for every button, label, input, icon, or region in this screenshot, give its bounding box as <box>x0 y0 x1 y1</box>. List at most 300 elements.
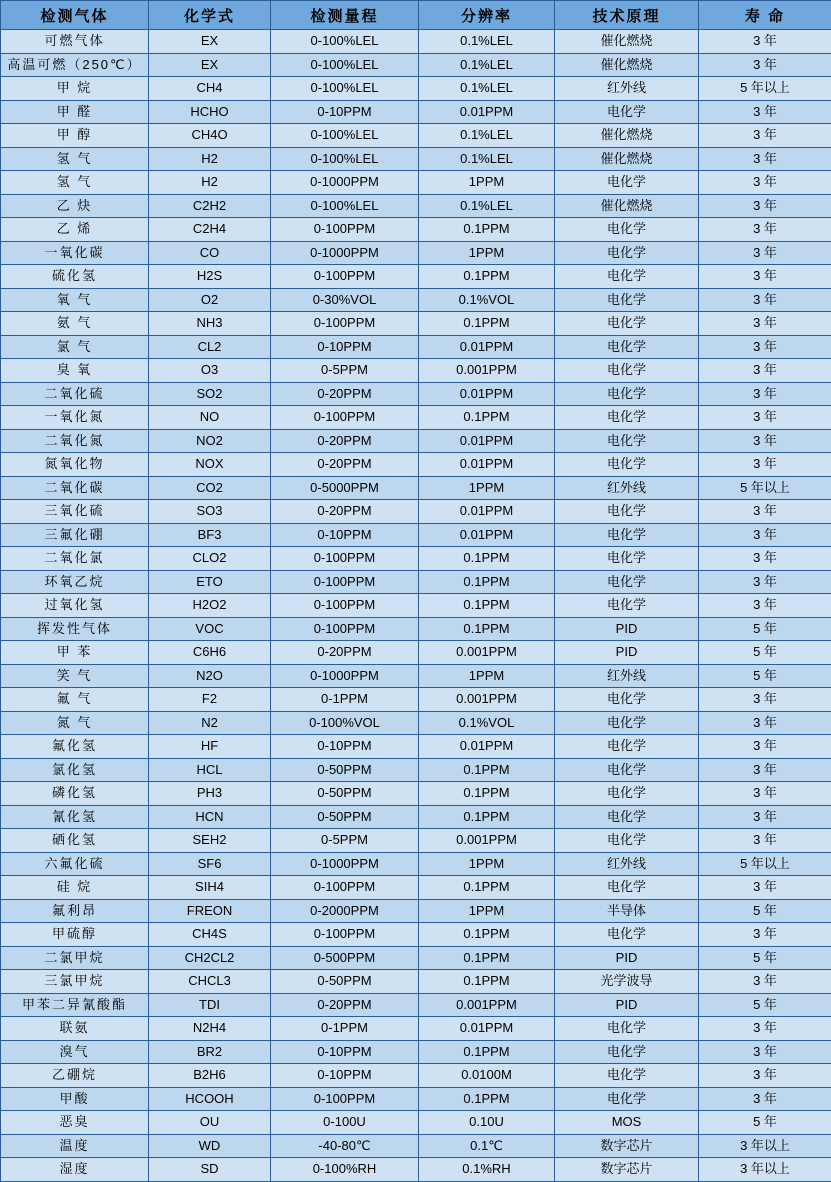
cell-lifetime: 3 年 <box>699 1040 831 1064</box>
table-row <box>1 782 831 806</box>
cell-principle: 数字芯片 <box>555 1134 699 1158</box>
cell-formula: HF <box>149 735 271 759</box>
cell-principle: PID <box>555 617 699 641</box>
cell-lifetime: 3 年 <box>699 359 831 383</box>
cell-gas: 三氧化硫 <box>1 500 149 524</box>
table-row <box>1 1087 831 1111</box>
table-row <box>1 382 831 406</box>
table-row <box>1 641 831 665</box>
cell-range: 0-100PPM <box>271 1087 419 1111</box>
cell-formula: C2H2 <box>149 194 271 218</box>
table-row <box>1 476 831 500</box>
cell-resolution: 0.1PPM <box>419 805 555 829</box>
cell-lifetime: 5 年以上 <box>699 77 831 101</box>
cell-formula: NO <box>149 406 271 430</box>
cell-lifetime: 3 年 <box>699 594 831 618</box>
cell-formula: CO <box>149 241 271 265</box>
cell-principle: 电化学 <box>555 335 699 359</box>
cell-resolution: 0.1PPM <box>419 218 555 242</box>
cell-lifetime: 3 年 <box>699 829 831 853</box>
column-header-gas: 检测气体 <box>1 1 149 30</box>
table-row <box>1 218 831 242</box>
cell-lifetime: 3 年 <box>699 241 831 265</box>
cell-resolution: 0.1PPM <box>419 758 555 782</box>
cell-gas: 甲硫醇 <box>1 923 149 947</box>
cell-gas: 二氧化氯 <box>1 547 149 571</box>
cell-gas: 硫化氢 <box>1 265 149 289</box>
cell-formula: CL2 <box>149 335 271 359</box>
cell-resolution: 0.01PPM <box>419 523 555 547</box>
cell-principle: 电化学 <box>555 688 699 712</box>
cell-gas: 氨 气 <box>1 312 149 336</box>
cell-formula: O3 <box>149 359 271 383</box>
cell-gas: 氮 气 <box>1 711 149 735</box>
cell-resolution: 0.1%RH <box>419 1158 555 1182</box>
cell-lifetime: 5 年 <box>699 664 831 688</box>
cell-range: 0-100%LEL <box>271 194 419 218</box>
table-row <box>1 711 831 735</box>
cell-principle: 电化学 <box>555 171 699 195</box>
cell-lifetime: 3 年 <box>699 429 831 453</box>
cell-gas: 甲 苯 <box>1 641 149 665</box>
cell-range: 0-20PPM <box>271 453 419 477</box>
cell-resolution: 0.1PPM <box>419 923 555 947</box>
cell-range: 0-1000PPM <box>271 664 419 688</box>
cell-gas: 溴气 <box>1 1040 149 1064</box>
cell-range: 0-50PPM <box>271 782 419 806</box>
cell-lifetime: 3 年 <box>699 288 831 312</box>
cell-formula: C6H6 <box>149 641 271 665</box>
cell-formula: H2 <box>149 171 271 195</box>
cell-range: 0-20PPM <box>271 429 419 453</box>
cell-gas: 臭 氧 <box>1 359 149 383</box>
cell-principle: 催化燃烧 <box>555 194 699 218</box>
cell-principle: 电化学 <box>555 1087 699 1111</box>
cell-formula: SIH4 <box>149 876 271 900</box>
table-row <box>1 664 831 688</box>
cell-resolution: 0.01PPM <box>419 429 555 453</box>
cell-gas: 可燃气体 <box>1 30 149 54</box>
cell-resolution: 0.1PPM <box>419 617 555 641</box>
cell-range: 0-100PPM <box>271 876 419 900</box>
cell-principle: 电化学 <box>555 782 699 806</box>
cell-gas: 氟利昂 <box>1 899 149 923</box>
table-row <box>1 876 831 900</box>
table-row <box>1 406 831 430</box>
cell-formula: CH2CL2 <box>149 946 271 970</box>
cell-resolution: 0.1%LEL <box>419 53 555 77</box>
table-row <box>1 53 831 77</box>
cell-range: 0-50PPM <box>271 970 419 994</box>
cell-range: 0-20PPM <box>271 993 419 1017</box>
cell-lifetime: 3 年 <box>699 453 831 477</box>
cell-principle: 电化学 <box>555 406 699 430</box>
cell-resolution: 0.01PPM <box>419 735 555 759</box>
column-header-principle: 技术原理 <box>555 1 699 30</box>
table-row <box>1 1017 831 1041</box>
cell-lifetime: 5 年以上 <box>699 476 831 500</box>
cell-lifetime: 3 年 <box>699 758 831 782</box>
table-header-row <box>1 1 831 30</box>
table-row <box>1 30 831 54</box>
cell-range: 0-100%LEL <box>271 30 419 54</box>
table-row <box>1 617 831 641</box>
cell-formula: N2O <box>149 664 271 688</box>
table-row <box>1 1064 831 1088</box>
cell-gas: 甲苯二异氰酸酯 <box>1 993 149 1017</box>
table-row <box>1 288 831 312</box>
cell-formula: CH4 <box>149 77 271 101</box>
cell-principle: PID <box>555 993 699 1017</box>
cell-resolution: 0.1%LEL <box>419 194 555 218</box>
cell-range: 0-2000PPM <box>271 899 419 923</box>
cell-resolution: 0.001PPM <box>419 829 555 853</box>
cell-gas: 过氧化氢 <box>1 594 149 618</box>
cell-gas: 三氯甲烷 <box>1 970 149 994</box>
cell-principle: 电化学 <box>555 547 699 571</box>
cell-range: 0-100PPM <box>271 406 419 430</box>
cell-resolution: 0.01PPM <box>419 453 555 477</box>
cell-range: -40-80℃ <box>271 1134 419 1158</box>
cell-gas: 硅 烷 <box>1 876 149 900</box>
cell-principle: 催化燃烧 <box>555 30 699 54</box>
cell-formula: F2 <box>149 688 271 712</box>
cell-formula: C2H4 <box>149 218 271 242</box>
cell-resolution: 0.1%VOL <box>419 288 555 312</box>
cell-range: 0-100%LEL <box>271 124 419 148</box>
cell-resolution: 1PPM <box>419 852 555 876</box>
cell-gas: 硒化氢 <box>1 829 149 853</box>
cell-formula: OU <box>149 1111 271 1135</box>
cell-lifetime: 3 年 <box>699 147 831 171</box>
cell-range: 0-100PPM <box>271 547 419 571</box>
cell-resolution: 0.1PPM <box>419 312 555 336</box>
cell-principle: 电化学 <box>555 359 699 383</box>
cell-formula: TDI <box>149 993 271 1017</box>
cell-lifetime: 3 年 <box>699 312 831 336</box>
cell-range: 0-100PPM <box>271 570 419 594</box>
cell-resolution: 0.1PPM <box>419 570 555 594</box>
cell-range: 0-10PPM <box>271 523 419 547</box>
cell-gas: 氯化氢 <box>1 758 149 782</box>
cell-lifetime: 5 年 <box>699 641 831 665</box>
table-row <box>1 829 831 853</box>
table-row <box>1 194 831 218</box>
cell-lifetime: 3 年 <box>699 218 831 242</box>
cell-resolution: 0.10U <box>419 1111 555 1135</box>
cell-principle: 电化学 <box>555 382 699 406</box>
cell-gas: 六氟化硫 <box>1 852 149 876</box>
cell-formula: CLO2 <box>149 547 271 571</box>
cell-range: 0-10PPM <box>271 1040 419 1064</box>
cell-formula: H2O2 <box>149 594 271 618</box>
table-row <box>1 899 831 923</box>
table-row <box>1 523 831 547</box>
cell-principle: 电化学 <box>555 758 699 782</box>
cell-gas: 乙硼烷 <box>1 1064 149 1088</box>
cell-range: 0-20PPM <box>271 382 419 406</box>
cell-resolution: 0.1PPM <box>419 594 555 618</box>
cell-range: 0-1000PPM <box>271 852 419 876</box>
cell-range: 0-100%VOL <box>271 711 419 735</box>
table-row <box>1 547 831 571</box>
cell-resolution: 0.1PPM <box>419 970 555 994</box>
cell-formula: HCL <box>149 758 271 782</box>
cell-formula: VOC <box>149 617 271 641</box>
cell-formula: CHCL3 <box>149 970 271 994</box>
cell-resolution: 0.1PPM <box>419 1087 555 1111</box>
cell-lifetime: 5 年以上 <box>699 852 831 876</box>
cell-range: 0-100PPM <box>271 617 419 641</box>
cell-lifetime: 3 年 <box>699 523 831 547</box>
cell-formula: FREON <box>149 899 271 923</box>
cell-range: 0-100PPM <box>271 265 419 289</box>
cell-formula: HCOOH <box>149 1087 271 1111</box>
table-row <box>1 359 831 383</box>
cell-principle: 红外线 <box>555 77 699 101</box>
cell-resolution: 0.01PPM <box>419 382 555 406</box>
cell-range: 0-5PPM <box>271 829 419 853</box>
cell-gas: 乙 炔 <box>1 194 149 218</box>
cell-resolution: 0.01PPM <box>419 100 555 124</box>
table-header <box>1 1 831 30</box>
cell-lifetime: 3 年 <box>699 124 831 148</box>
table-row <box>1 993 831 1017</box>
cell-range: 0-100%RH <box>271 1158 419 1182</box>
cell-lifetime: 3 年 <box>699 805 831 829</box>
cell-lifetime: 5 年 <box>699 993 831 1017</box>
cell-range: 0-50PPM <box>271 805 419 829</box>
cell-principle: 电化学 <box>555 594 699 618</box>
cell-formula: CH4S <box>149 923 271 947</box>
cell-range: 0-1000PPM <box>271 241 419 265</box>
cell-lifetime: 3 年 <box>699 688 831 712</box>
cell-formula: CO2 <box>149 476 271 500</box>
table-row <box>1 688 831 712</box>
cell-principle: 电化学 <box>555 523 699 547</box>
cell-formula: NOX <box>149 453 271 477</box>
cell-principle: MOS <box>555 1111 699 1135</box>
cell-principle: 电化学 <box>555 312 699 336</box>
table-row <box>1 171 831 195</box>
table-body <box>1 30 831 1182</box>
cell-formula: N2 <box>149 711 271 735</box>
cell-range: 0-5000PPM <box>271 476 419 500</box>
cell-lifetime: 3 年 <box>699 53 831 77</box>
table-row <box>1 758 831 782</box>
cell-gas: 氟化氢 <box>1 735 149 759</box>
cell-principle: 电化学 <box>555 805 699 829</box>
table-row <box>1 312 831 336</box>
cell-principle: 电化学 <box>555 500 699 524</box>
cell-principle: 电化学 <box>555 735 699 759</box>
cell-formula: N2H4 <box>149 1017 271 1041</box>
cell-range: 0-100U <box>271 1111 419 1135</box>
cell-resolution: 0.1PPM <box>419 265 555 289</box>
table-row <box>1 923 831 947</box>
cell-resolution: 0.1PPM <box>419 876 555 900</box>
cell-gas: 笑 气 <box>1 664 149 688</box>
cell-formula: H2 <box>149 147 271 171</box>
cell-lifetime: 3 年 <box>699 100 831 124</box>
cell-resolution: 0.01PPM <box>419 1017 555 1041</box>
cell-lifetime: 3 年 <box>699 171 831 195</box>
cell-resolution: 1PPM <box>419 171 555 195</box>
table-row <box>1 147 831 171</box>
cell-principle: 电化学 <box>555 453 699 477</box>
cell-gas: 甲 醇 <box>1 124 149 148</box>
cell-formula: SF6 <box>149 852 271 876</box>
column-header-lifetime: 寿 命 <box>699 1 831 30</box>
cell-principle: 电化学 <box>555 829 699 853</box>
table-row <box>1 1040 831 1064</box>
cell-formula: HCN <box>149 805 271 829</box>
cell-range: 0-50PPM <box>271 758 419 782</box>
cell-gas: 温度 <box>1 1134 149 1158</box>
cell-formula: WD <box>149 1134 271 1158</box>
cell-lifetime: 3 年以上 <box>699 1134 831 1158</box>
cell-gas: 环氧乙烷 <box>1 570 149 594</box>
cell-resolution: 0.1%LEL <box>419 124 555 148</box>
table-row <box>1 241 831 265</box>
cell-gas: 一氧化氮 <box>1 406 149 430</box>
table-row <box>1 735 831 759</box>
table-row <box>1 970 831 994</box>
cell-resolution: 0.1PPM <box>419 946 555 970</box>
table-row <box>1 1158 831 1182</box>
cell-formula: CH4O <box>149 124 271 148</box>
cell-resolution: 0.001PPM <box>419 688 555 712</box>
cell-resolution: 0.1℃ <box>419 1134 555 1158</box>
cell-formula: O2 <box>149 288 271 312</box>
cell-gas: 湿度 <box>1 1158 149 1182</box>
table-row <box>1 1134 831 1158</box>
table-row <box>1 265 831 289</box>
cell-lifetime: 3 年 <box>699 382 831 406</box>
cell-lifetime: 3 年 <box>699 570 831 594</box>
column-header-range: 检测量程 <box>271 1 419 30</box>
cell-gas: 氢 气 <box>1 147 149 171</box>
cell-gas: 乙 烯 <box>1 218 149 242</box>
cell-lifetime: 3 年 <box>699 1087 831 1111</box>
cell-range: 0-10PPM <box>271 1064 419 1088</box>
cell-resolution: 0.1PPM <box>419 782 555 806</box>
cell-principle: 数字芯片 <box>555 1158 699 1182</box>
cell-lifetime: 5 年 <box>699 899 831 923</box>
cell-range: 0-20PPM <box>271 500 419 524</box>
cell-lifetime: 5 年 <box>699 1111 831 1135</box>
cell-range: 0-10PPM <box>271 100 419 124</box>
cell-range: 0-5PPM <box>271 359 419 383</box>
cell-range: 0-10PPM <box>271 735 419 759</box>
table-row <box>1 570 831 594</box>
cell-principle: 催化燃烧 <box>555 53 699 77</box>
cell-gas: 二氧化碳 <box>1 476 149 500</box>
cell-principle: 半导体 <box>555 899 699 923</box>
cell-principle: 红外线 <box>555 476 699 500</box>
cell-gas: 三氟化硼 <box>1 523 149 547</box>
cell-resolution: 0.1PPM <box>419 1040 555 1064</box>
cell-range: 0-100PPM <box>271 218 419 242</box>
cell-gas: 磷化氢 <box>1 782 149 806</box>
cell-lifetime: 3 年 <box>699 970 831 994</box>
cell-principle: 催化燃烧 <box>555 147 699 171</box>
cell-principle: 电化学 <box>555 288 699 312</box>
cell-range: 0-1PPM <box>271 688 419 712</box>
cell-resolution: 1PPM <box>419 476 555 500</box>
cell-principle: 电化学 <box>555 241 699 265</box>
cell-principle: 电化学 <box>555 429 699 453</box>
cell-gas: 二氧化氮 <box>1 429 149 453</box>
table-row <box>1 946 831 970</box>
cell-gas: 氢 气 <box>1 171 149 195</box>
cell-principle: 电化学 <box>555 570 699 594</box>
cell-gas: 甲 烷 <box>1 77 149 101</box>
cell-resolution: 1PPM <box>419 899 555 923</box>
cell-lifetime: 3 年以上 <box>699 1158 831 1182</box>
cell-resolution: 0.001PPM <box>419 359 555 383</box>
cell-lifetime: 3 年 <box>699 335 831 359</box>
table-row <box>1 594 831 618</box>
cell-lifetime: 5 年 <box>699 617 831 641</box>
cell-lifetime: 3 年 <box>699 500 831 524</box>
cell-principle: 电化学 <box>555 876 699 900</box>
table-row <box>1 77 831 101</box>
cell-principle: 电化学 <box>555 923 699 947</box>
cell-gas: 甲 醛 <box>1 100 149 124</box>
cell-gas: 氮氧化物 <box>1 453 149 477</box>
cell-resolution: 0.1PPM <box>419 547 555 571</box>
cell-resolution: 0.1%VOL <box>419 711 555 735</box>
cell-lifetime: 5 年 <box>699 946 831 970</box>
cell-range: 0-100PPM <box>271 594 419 618</box>
cell-lifetime: 3 年 <box>699 782 831 806</box>
cell-principle: PID <box>555 946 699 970</box>
column-header-resolution: 分辨率 <box>419 1 555 30</box>
cell-gas: 氧 气 <box>1 288 149 312</box>
cell-resolution: 0.1%LEL <box>419 147 555 171</box>
cell-lifetime: 3 年 <box>699 1064 831 1088</box>
cell-range: 0-100%LEL <box>271 77 419 101</box>
cell-range: 0-10PPM <box>271 335 419 359</box>
cell-lifetime: 3 年 <box>699 194 831 218</box>
cell-formula: EX <box>149 53 271 77</box>
cell-lifetime: 3 年 <box>699 735 831 759</box>
cell-range: 0-100PPM <box>271 923 419 947</box>
cell-principle: 红外线 <box>555 664 699 688</box>
cell-principle: 电化学 <box>555 711 699 735</box>
cell-formula: SO3 <box>149 500 271 524</box>
table-row <box>1 335 831 359</box>
table-row <box>1 805 831 829</box>
cell-principle: 红外线 <box>555 852 699 876</box>
cell-formula: SO2 <box>149 382 271 406</box>
cell-lifetime: 3 年 <box>699 1017 831 1041</box>
cell-principle: 电化学 <box>555 100 699 124</box>
cell-range: 0-30%VOL <box>271 288 419 312</box>
cell-resolution: 0.1%LEL <box>419 77 555 101</box>
cell-resolution: 0.1%LEL <box>419 30 555 54</box>
cell-range: 0-100PPM <box>271 312 419 336</box>
cell-lifetime: 3 年 <box>699 876 831 900</box>
cell-lifetime: 3 年 <box>699 923 831 947</box>
cell-gas: 氯 气 <box>1 335 149 359</box>
cell-range: 0-20PPM <box>271 641 419 665</box>
cell-formula: BF3 <box>149 523 271 547</box>
cell-gas: 联氨 <box>1 1017 149 1041</box>
cell-principle: 电化学 <box>555 265 699 289</box>
cell-formula: SEH2 <box>149 829 271 853</box>
